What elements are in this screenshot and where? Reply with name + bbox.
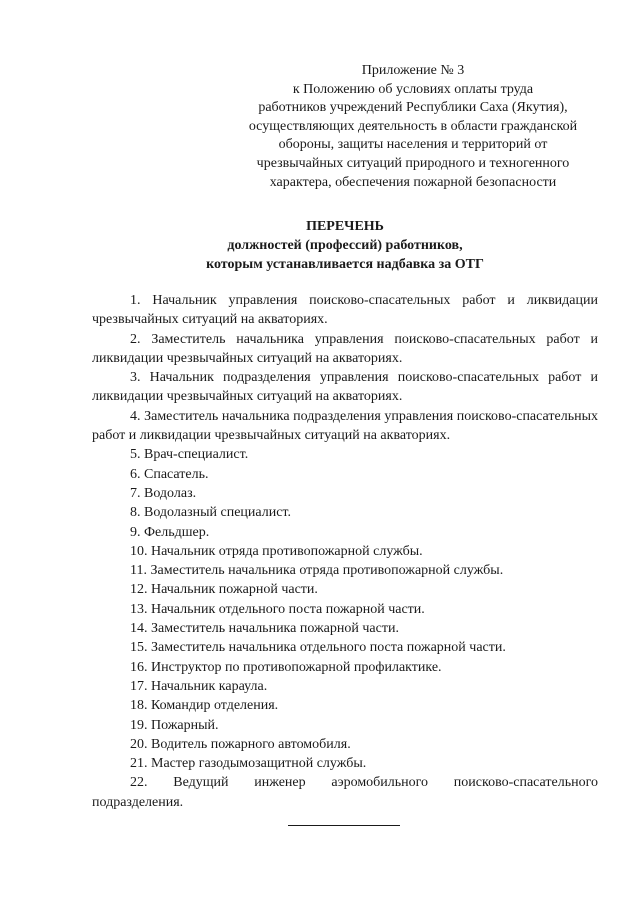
list-item: 22. Ведущий инженер аэромобильного поисково-спасательного подразделения. xyxy=(92,775,598,810)
list-item: 21. Мастер газодымозащитной службы. xyxy=(130,756,367,772)
list-item: 12. Начальник пожарной части. xyxy=(130,582,318,598)
title-heading: ПЕРЕЧЕНЬ xyxy=(306,219,384,234)
list-item: 9. Фельдшер. xyxy=(130,524,210,540)
list-item: 16. Инструктор по противопожарной профилактике. xyxy=(130,659,442,675)
list-item: 18. Командир отделения. xyxy=(130,698,279,714)
list-item: 11. Заместитель начальника отряда противопожарной службы. xyxy=(130,563,504,579)
appendix-line: чрезвычайных ситуаций природного и техногенного xyxy=(256,155,570,171)
list-item: 2. Заместитель начальника управления поисково-спасательных работ и ликвидации чрезвычайных ситуаций на акваториях. xyxy=(92,331,598,366)
list-item: 19. Пожарный. xyxy=(130,717,219,733)
list-item: 6. Спасатель. xyxy=(130,466,209,482)
appendix-line: работников учреждений Республики Саха (Якутия), xyxy=(258,100,568,116)
list-item: 14. Заместитель начальника пожарной части. xyxy=(130,621,399,637)
list-item: 17. Начальник караула. xyxy=(130,678,268,694)
list-item: 7. Водолаз. xyxy=(130,485,197,501)
list-item: 20. Водитель пожарного автомобиля. xyxy=(130,736,351,752)
list-item: 8. Водолазный специалист. xyxy=(130,505,291,521)
appendix-header xyxy=(228,62,598,192)
end-divider xyxy=(288,825,400,826)
list-item: 5. Врач-специалист. xyxy=(130,447,249,463)
appendix-number: Приложение № 3 xyxy=(361,63,465,78)
document-title xyxy=(92,217,598,274)
list-item: 3. Начальник подразделения управления поисково-спасательных работ и ликвидации чрезвычайных ситуаций на акваториях. xyxy=(92,370,598,405)
list-item: 10. Начальник отряда противопожарной службы. xyxy=(130,543,423,559)
appendix-line: характера, обеспечения пожарной безопасности xyxy=(269,174,557,190)
appendix-line: обороны, защиты населения и территорий от xyxy=(278,137,548,153)
list-item: 15. Заместитель начальника отдельного поста пожарной части. xyxy=(130,640,506,656)
appendix-line: к Положению об условиях оплаты труда xyxy=(292,81,534,97)
title-subtitle: должностей (профессий) работников, xyxy=(227,238,463,253)
positions-list xyxy=(92,291,598,812)
title-subtitle: которым устанавливается надбавка за ОТГ xyxy=(206,257,484,272)
appendix-line: осуществляющих деятельность в области гражданской xyxy=(248,118,578,134)
list-item: 13. Начальник отдельного поста пожарной части. xyxy=(130,601,425,617)
list-item: 1. Начальник управления поисково-спасательных работ и ликвидации чрезвычайных ситуаций на акваториях. xyxy=(92,293,598,328)
list-item: 4. Заместитель начальника подразделения управления поисково-спасательных работ и ликвидации чрезвычайных ситуаций на акваториях. xyxy=(92,408,598,444)
